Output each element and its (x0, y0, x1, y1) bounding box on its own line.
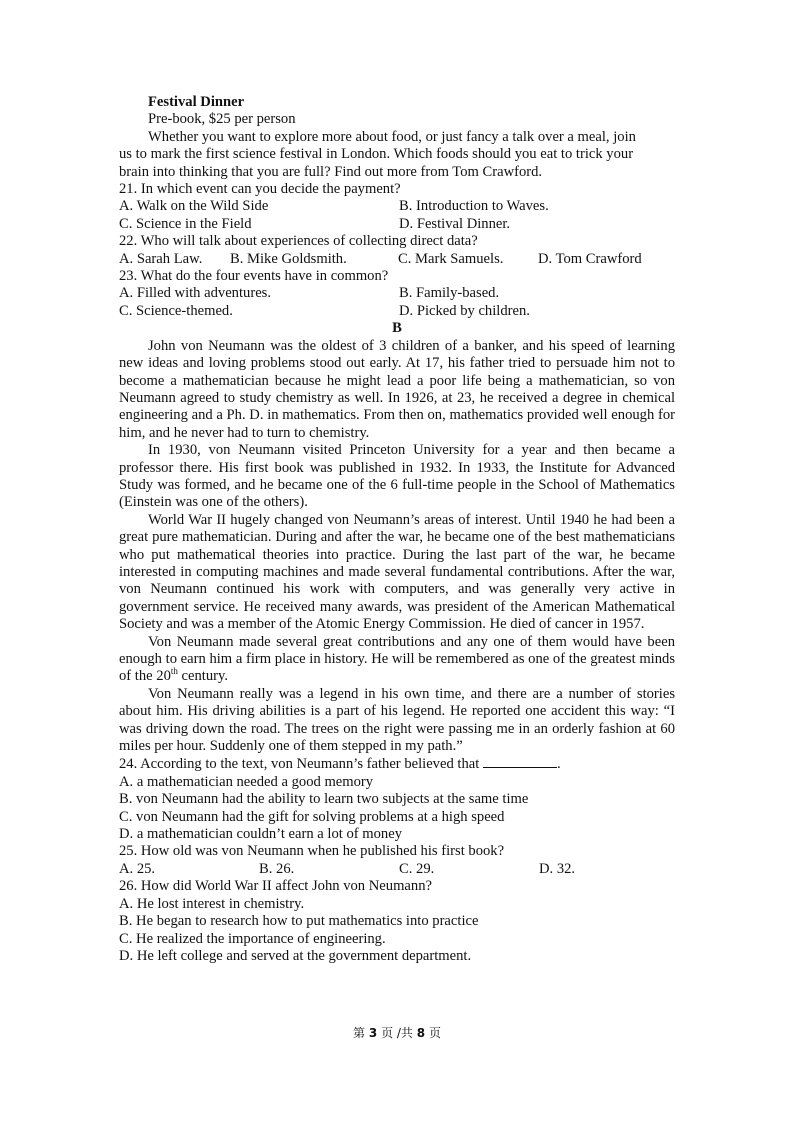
paragraph-4-text: Von Neumann made several great contributions and any one of them would have been enough to earn him a firm place in history. He will be remembered as one of the greatest minds of the 20 (119, 633, 675, 685)
section-b-heading: B (392, 320, 402, 337)
option-25a: A. 25. (119, 860, 156, 877)
festival-line-3: brain into thinking that you are full? Find out more from Tom Crawford. (119, 163, 543, 180)
option-25d: D. 32. (539, 860, 576, 877)
festival-title: Festival Dinner (148, 94, 245, 110)
option-21b: B. Introduction to Waves. (399, 198, 549, 215)
option-21c: C. Science in the Field (119, 215, 252, 232)
option-22a: A. Sarah Law. (119, 250, 203, 267)
option-21a: A. Walk on the Wild Side (119, 198, 269, 215)
question-24-text: 24. According to the text, von Neumann’s father believed that (119, 756, 480, 773)
option-25c: C. 29. (399, 860, 435, 877)
passage-paragraph-3: World War II hugely changed von Neumann’s areas of interest. Until 1940 he had been a great pure mathematician. During and after the war, he became one of the best mathematicians who put mathematical theories into practice. During the last part of the war, he became interested in computing machines and made several fundamental contributions. After the war, von Neumann continued his work with computers, and was generally very active in government service. He received many awards, was president of the American Mathematical Society and was a member of the Atomic Energy Commission. He died of cancer in 1957. (119, 511, 675, 633)
passage-paragraph-2: In 1930, von Neumann visited Princeton University for a year and then became a professor there. His first book was published in 1932. In 1933, the Institute for Advanced Study was formed, and he became one of the 6 full-time people in the School of Mathematics (Einstein was one of the others). (119, 442, 675, 511)
festival-line-1: Whether you want to explore more about food, or just fancy a talk over a meal, join (148, 128, 636, 145)
question-21-options (119, 198, 675, 233)
passage-paragraph-5: Von Neumann really was a legend in his own time, and there are a number of stories about him. His driving abilities is a part of his legend. He reported one accident this way: “I was driving down the road. The trees on the right were passing me in an orderly fashion at 60 miles per hour. Suddenly one of them stepped in my path.” (119, 685, 675, 755)
superscript-th: th (170, 666, 178, 677)
passage-paragraph-4 (119, 634, 675, 686)
option-26c: C. He realized the importance of engineering. (119, 930, 386, 947)
festival-line-2: us to mark the first science festival in London. Which foods should you eat to trick your (119, 146, 634, 163)
festival-price: Pre-book, $25 per person (148, 111, 296, 128)
option-24a: A. a mathematician needed a good memory (119, 773, 374, 790)
question-24 (119, 755, 675, 773)
document-page (119, 94, 675, 965)
option-25b: B. 26. (259, 860, 295, 877)
page-footer (0, 1024, 794, 1041)
answer-blank (483, 755, 557, 768)
question-22: 22. Who will talk about experiences of collecting direct data? (119, 233, 478, 250)
question-21: 21. In which event can you decide the payment? (119, 181, 401, 198)
option-24d: D. a mathematician couldn’t earn a lot of money (119, 826, 402, 843)
option-22d: D. Tom Crawford (538, 250, 642, 267)
question-23: 23. What do the four events have in common? (119, 268, 389, 285)
option-23d: D. Picked by children. (399, 302, 530, 319)
option-24c: C. von Neumann had the gift for solving problems at a high speed (119, 808, 505, 825)
option-22c: C. Mark Samuels. (398, 250, 504, 267)
question-23-options (119, 285, 675, 320)
option-26b: B. He began to research how to put mathematics into practice (119, 913, 479, 930)
passage-paragraph-1: John von Neumann was the oldest of 3 children of a banker, and his speed of learning new ideas and loving problems stood out early. At 17, his father tried to persuade him not to become a mathematician because he might lead a poor life being a mathematician, so von Neumann agreed to study chemistry as well. In 1926, at 23, he received a degree in chemical engineering and a Ph. D. in mathematics. From then on, mathematics provided well enough for him, and he never had to turn to chemistry. (119, 337, 675, 441)
paragraph-4-end: century. (177, 668, 229, 685)
option-26a: A. He lost interest in chemistry. (119, 895, 305, 912)
option-21d: D. Festival Dinner. (399, 215, 511, 232)
footer-middle: 页 /共 (381, 1026, 413, 1040)
option-22b: B. Mike Goldsmith. (230, 250, 347, 267)
option-26d: D. He left college and served at the government department. (119, 947, 472, 964)
option-23a: A. Filled with adventures. (119, 285, 271, 302)
option-24b: B. von Neumann had the ability to learn two subjects at the same time (119, 791, 529, 808)
footer-suffix: 页 (428, 1026, 441, 1040)
question-22-options (119, 251, 675, 268)
question-25: 25. How old was von Neumann when he published his first book? (119, 843, 505, 860)
footer-total-pages: 8 (416, 1026, 426, 1040)
option-23b: B. Family-based. (399, 285, 500, 302)
question-24-end: . (556, 756, 561, 773)
footer-prefix: 第 (353, 1026, 366, 1040)
question-26: 26. How did World War II affect John von Neumann? (119, 878, 432, 895)
footer-page-number: 3 (368, 1026, 378, 1040)
option-23c: C. Science-themed. (119, 302, 233, 319)
question-25-options (119, 861, 675, 878)
